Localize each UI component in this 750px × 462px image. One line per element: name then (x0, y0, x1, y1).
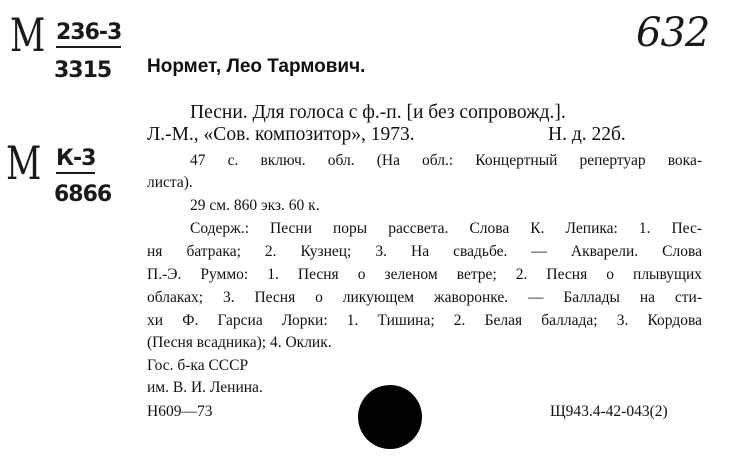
contents-line: облаках; 3. Песня о ликующем жаворонке. — Баллады на сти- (147, 289, 702, 306)
inventory-number: 632 (636, 10, 710, 56)
physical-description: 47 с. включ. обл. (На обл.: Концертный репертуар вока- (190, 152, 702, 169)
imprint: Л.-М., «Сов. композитор», 1973. (147, 124, 415, 145)
contents-line: ня батрака; 2. Кузнец; 3. На свадьбе. — Акварели. Слова (147, 243, 702, 260)
contents-line: П.-Э. Руммо: 1. Песня о зеленом ветре; 2. Песня о плывущих (147, 266, 702, 283)
library-name: Гос. б-ка СССР (147, 357, 249, 374)
author-heading: Нормет, Лео Тармович. (147, 56, 366, 77)
contents-line: Содерж.: Песни поры рассвета. Слова К. Лепика: 1. Пес- (190, 220, 702, 237)
price-note: Н. д. 22б. (548, 124, 626, 145)
contents-line: (Песня всадника); 4. Оклик. (147, 334, 332, 351)
format-line: 29 см. 860 экз. 60 к. (190, 197, 320, 214)
library-name-cont: им. В. И. Ленина. (147, 379, 263, 396)
title-statement: Песни. Для голоса с ф.-п. [и без сопровожд.]. (190, 102, 566, 123)
shelf-mark-1: М (10, 8, 45, 62)
call-number-top-2: К-3 (56, 146, 95, 174)
contents-line: хи Ф. Гарсиа Лорки: 1. Тишина; 2. Белая баллада; 3. Кордова (147, 312, 702, 329)
physical-description-cont: листа). (147, 174, 193, 191)
order-code: Н609—73 (147, 403, 213, 420)
call-number-top-1: 236-3 (56, 20, 121, 48)
call-number-bottom-2: 6866 (54, 182, 112, 207)
classification-code: Щ943.4-42-043(2) (550, 403, 668, 420)
shelf-mark-2: М (6, 136, 41, 190)
call-number-bottom-1: 3315 (54, 58, 112, 83)
punch-hole (358, 385, 422, 449)
